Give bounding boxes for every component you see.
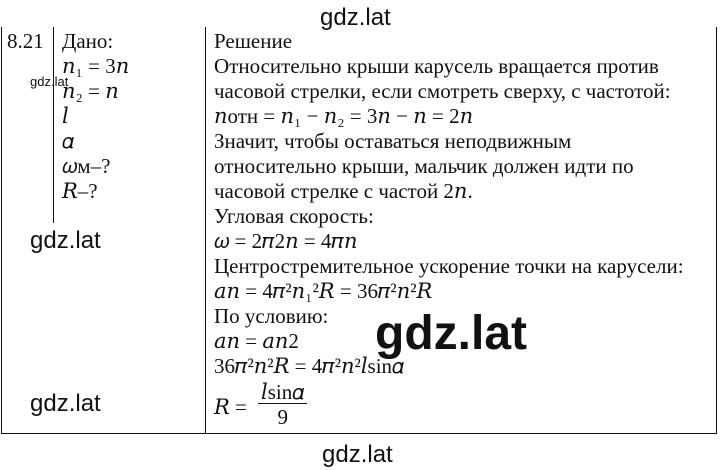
fraction (258, 381, 307, 430)
solution-title: Решение (214, 29, 293, 53)
solution-line: относительно крыши, мальчик должен идти по (214, 154, 634, 178)
solution-line: Центростремительное ускорение точки на карусели: (214, 254, 684, 278)
table-border-right (716, 27, 717, 433)
solution-line: Угловая скорость: (214, 204, 374, 228)
solution-line: По условию: (214, 304, 329, 328)
given-line: 𝑛₁ = 3𝑛 (62, 54, 130, 78)
watermark-bottom: gdz.lat (322, 441, 393, 468)
final-formula (214, 379, 684, 437)
given-line: 𝑙 (62, 104, 69, 128)
problem-number: 8.21 (7, 29, 44, 53)
watermark-left-middle: gdz.lat (30, 227, 101, 254)
solution-line: часовой стрелке с частой 2𝑛. (214, 179, 473, 203)
given-line: 𝛼 (62, 129, 75, 153)
solution-line: 36𝜋²𝑛²𝑅 = 4𝜋²𝑛²𝑙sin𝛼 (214, 354, 405, 378)
solution-line: часовой стрелки, если смотреть сверху, с частотой: (214, 79, 671, 103)
solution-section (214, 29, 684, 437)
solution-line: 𝑎𝑛 = 4𝜋²𝑛₁²𝑅 = 36𝜋²𝑛²𝑅 (214, 279, 433, 303)
fraction-numerator: 𝑙sin𝛼 (258, 381, 307, 404)
given-title: Дано: (62, 29, 114, 53)
given-line: 𝑛₂ = 𝑛 (62, 79, 119, 103)
watermark-center: gdz.lat (375, 307, 527, 360)
final-formula-lhs: 𝑅 = (214, 395, 247, 419)
solution-line: Значит, чтобы оставаться неподвижным (214, 129, 572, 153)
fraction-denominator: 9 (277, 405, 288, 429)
given-section (62, 29, 129, 204)
watermark-left-small: gdz.lat (30, 74, 69, 89)
solution-line: 𝑛отн = 𝑛₁ − 𝑛₂ = 3𝑛 − 𝑛 = 2𝑛 (214, 104, 474, 128)
watermark-left-bottom: gdz.lat (30, 390, 101, 417)
watermark-top: gdz.lat (320, 4, 391, 31)
solution-column-divider (205, 27, 206, 433)
given-line: 𝜔м–? (62, 154, 111, 178)
table-border-left (1, 27, 2, 433)
given-column-divider (53, 27, 54, 223)
solution-line: 𝜔 = 2𝜋2𝑛 = 4𝜋𝑛 (214, 229, 358, 253)
solution-line: Относительно крыши карусель вращается против (214, 54, 659, 78)
solution-line: 𝑎𝑛 = 𝑎𝑛2 (214, 329, 299, 353)
given-line: 𝑅–? (62, 179, 98, 203)
